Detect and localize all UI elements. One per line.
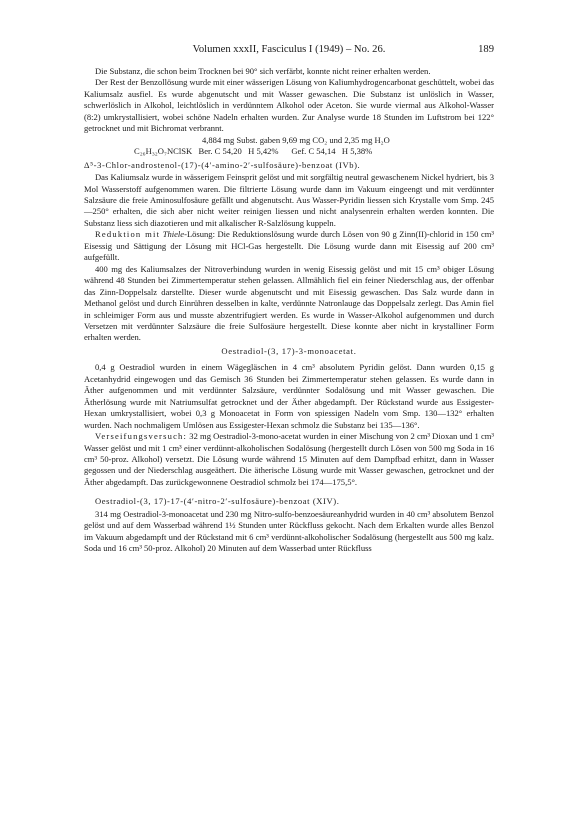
running-header: [84, 44, 494, 58]
thiele-name: Thiele: [162, 229, 185, 240]
paragraph-oestradiol-acetylation: 0,4 g Oestradiol wurden in einem Wägegläschen in 4 cm³ absolutem Pyridin gelöst. Dann wurden 0,15 g Acetanhydrid eingewogen und das Gemisch 36 Stunden bei Zimmertemperatur stehen gelassen. Es wurde dann in Äther aufgenommen und mit verdünnter Salzsäure, verdünnter Sodalösung und mit Wasser gewaschen. Die Ätherlösung wurde mit Natriumsulfat getrocknet und der Äther abgedampft. Der Rückstand wurde aus Essigester-Hexan umkrystallisiert, wobei 0,3 g Monoacetat in Form von spiessigen Nadeln vom Smp. 130—132° erhalten wurden. Nach nochmaligem Umlösen aus Essigester-Hexan schmolz die Substanz bei 135—136°.: [84, 362, 494, 430]
saponification-text: 32 mg Oestradiol-3-mono-acetat wurden in einer Mischung von 2 cm³ Dioxan und 1 cm³ Wasser gelöst und mit 1 cm³ einer verdünnt-alkoholischen Sodalösung (hergestellt durch Lösen von 500 mg Soda in 16 cm³ 50-proz. Alkohol) versetzt. Die Lösung wurde während 15 Minuten auf dem Dampfbad erhitzt, dann in Wasser gegossen und der Niederschlag ausgeäthert. Die ätherische Lösung wurde mit Wasser gewaschen, getrocknet und der Äther abgedampft. Das zurückgewonnene Oestradiol schmolz bei 174—175,5°.: [84, 431, 494, 487]
reduction-text: -Lösung: Die Reduktionslösung wurde durch Lösen von 90 g Zinn(II)-chlorid in 150 cm³ Eisessig und Sättigung der Lösung mit HCl-Gas hergestellt. Die Lösung wurde dann mit Eisessig auf 200 cm³ aufgefüllt.: [84, 229, 494, 263]
paragraph-benzene-residue: Der Rest der Benzollösung wurde mit einer wässerigen Lösung von Kaliumhydrogencarbonat geschüttelt, wobei das Kaliumsalz ausfiel. Es wurde abgenutscht und mit Wasser gewaschen. Die Substanz ist unlöslich in Wasser, schwerlöslich in Alkohol, leichtlöslich in verdünntem Alkohol oder Aceton. Sie wurde viermal aus Alkohol-Wasser (8:2) umkrystallisiert, wobei schöne Nadeln erhalten wurden. Zur Analyse wurde 18 Stunden im Luftstrom bei 122° getrocknet und mit Bichromat verbrannt.: [84, 77, 494, 134]
paragraph-potassium-salt: Das Kaliumsalz wurde in wässerigem Feinsprit gelöst und mit sorgfältig neutral gewaschenem Nickel hydriert, bis 3 Mol Wasserstoff aufgenommen waren. Die filtrierte Lösung wurde dann im Vakuum eingeengt und mit verdünnter Salzsäure die freie Aminosulfosäure gefällt und abgenutscht. Aus Wasser-Pyridin liessen sich Krystalle vom Smp. 245—250° erhalten, die sich aber nicht weiter reinigen liessen und nicht analysenrein erhalten werden konnten. Die Substanz liess sich diazotieren und mit alkalischer R-Salzlösung kuppeln.: [84, 172, 494, 228]
section-heading-xiv: Oestradiol-(3, 17)-17-(4′-nitro-2′-sulfosäure)-benzoat (XIV).: [95, 496, 340, 507]
saponification-label: Verseifungsversuch:: [95, 431, 188, 442]
paragraph-nitro-salt: 400 mg des Kaliumsalzes der Nitroverbindung wurden in wenig Eisessig gelöst und mit 15 cm³ obiger Lösung während 48 Stunden bei Zimmertemperatur stehen gelassen. Allmählich fiel ein feiner Niederschlag aus, der offenbar das Zinn-Doppelsalz darstellte. Dieser wurde abgenutscht und mit Eisessig gewaschen. Das Salz wurde dann in Methanol gelöst und durch Einrühren desselben in kalte, verdünnte Natronlauge das Doppelsalz zerlegt. Das Amin fiel in schleimiger Form aus und musste abzentrifugiert werden. Es wurde in Wasser-Alkohol aufgenommen und durch Versetzen mit verdünnter Salzsäure die freie Sulfosäure hergestellt. Diese konnte aber nicht in krystalliner Form erhalten werden.: [84, 263, 494, 343]
paragraph-substance-discoloring: Die Substanz, die schon beim Trocknen bei 90° sich verfärbt, konnte nicht reiner erhalten werden.: [95, 66, 431, 76]
section-heading-ivb: Δ⁵-3-Chlor-androstenol-(17)-(4′-amino-2′-sulfosäure)-benzoat (IVb).: [84, 159, 361, 170]
page-number: 189: [478, 44, 494, 55]
reduction-label: Reduktion mit: [95, 229, 161, 240]
analysis-weights: 4,884 mg Subst. gaben 9,69 mg CO₂ und 2,35 mg H₂O: [202, 134, 390, 145]
section-heading-monoacetat: Oestradiol-(3, 17)-3-monoacetat.: [221, 345, 357, 356]
analysis-formula: C₂₆H₃₂O₇NClSK Ber. C 54,20 H 5,42% Gef. C 54,14 H 5,38%: [134, 146, 373, 157]
paragraph-reduction: [84, 229, 494, 263]
journal-header-title: Volumen xxxII, Fasciculus I (1949) – No. 26.: [192, 44, 386, 55]
paragraph-nitro-sulfo-benzoate: 314 mg Oestradiol-3-monoacetat und 230 mg Nitro-sulfo-benzoesäureanhydrid wurden in 40 cm³ absolutem Benzol gelöst und auf dem Wasserbad während 1½ Stunden unter Rückfluss gekocht. Nach dem Erkalten wurde alles Benzol im Vakuum abgedampft und der Rückstand mit 6 cm³ verdünnt-alkoholischer Sodalösung (hergestellt aus 500 mg kalz. Soda und 16 cm³ 50-proz. Alkohol) 20 Minuten auf dem Wasserbad unter Rückfluss: [84, 508, 494, 554]
article-body: [84, 66, 494, 555]
paragraph-saponification: [84, 431, 494, 488]
